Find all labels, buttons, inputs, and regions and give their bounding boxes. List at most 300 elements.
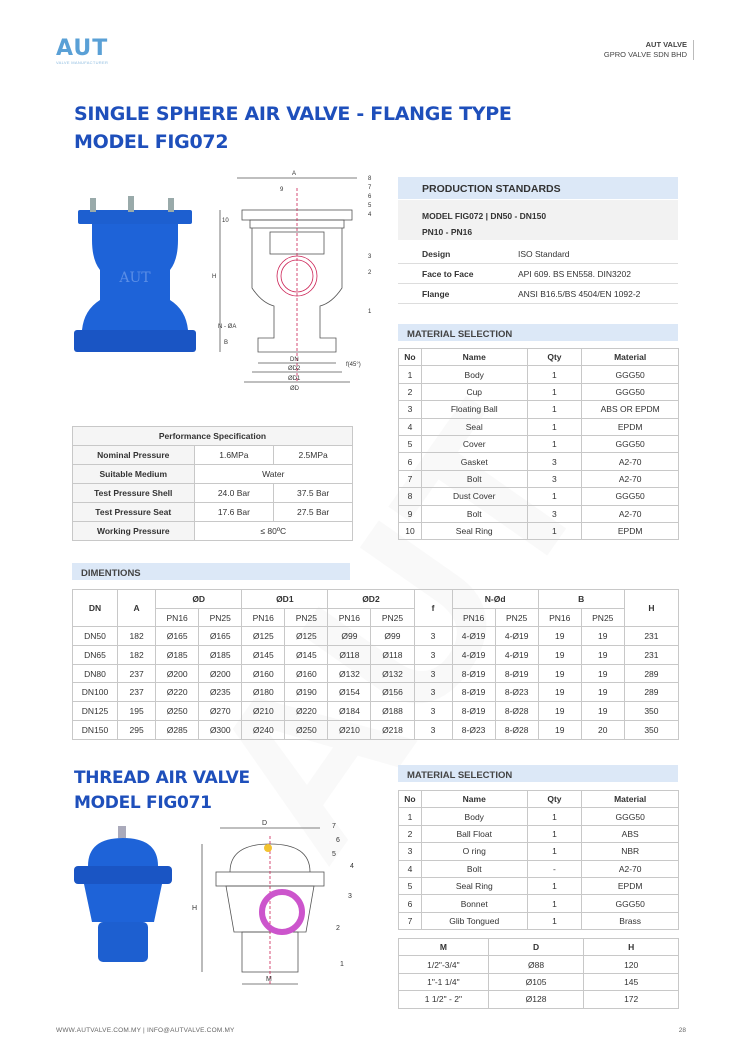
size-table-fig071: [398, 938, 679, 1009]
table-cell: A2-70: [582, 453, 679, 470]
column-header: Material: [582, 349, 679, 366]
drawing-label: 10: [222, 218, 229, 224]
column-header: No: [399, 791, 422, 808]
table-cell: 1: [527, 522, 582, 539]
material-table-fig072: [398, 348, 679, 540]
table-row: [73, 720, 679, 739]
table-cell: ABS OR EPDM: [582, 401, 679, 418]
drawing-label: 3: [368, 254, 372, 260]
table-header-row: [399, 349, 679, 366]
table-row: [73, 702, 679, 721]
table-cell: Glib Tongued: [421, 912, 527, 929]
model-title: MODEL FIG072: [74, 131, 229, 153]
table-row: [399, 488, 679, 505]
table-cell: Seal: [421, 418, 527, 435]
table-row: [73, 465, 353, 484]
spec-key: Working Pressure: [73, 522, 195, 541]
spec-value: 1.6MPa: [194, 446, 274, 465]
table-cell: Ø210: [242, 702, 285, 721]
table-cell: 3: [399, 843, 422, 860]
table-cell: Ø160: [242, 664, 285, 683]
table-cell: 7: [399, 912, 422, 929]
table-cell: 350: [624, 720, 678, 739]
table-cell: 1: [527, 366, 582, 383]
table-cell: Ø184: [328, 702, 371, 721]
table-cell: Seal Ring: [421, 877, 527, 894]
table-cell: 8-Ø19: [452, 683, 495, 702]
table-row: [73, 646, 679, 665]
table-cell: 8-Ø23: [495, 683, 538, 702]
table-cell: 120: [584, 956, 679, 973]
drawing-label: 7: [368, 185, 372, 191]
table-cell: 3: [414, 627, 452, 646]
table-cell: Bonnet: [421, 895, 527, 912]
table-row: [73, 484, 353, 503]
drawing-label: 4: [350, 863, 354, 870]
table-cell: 1/2"-3/4": [399, 956, 489, 973]
standards-key: Face to Face: [422, 269, 474, 279]
table-cell: GGG50: [582, 383, 679, 400]
page-title: SINGLE SPHERE AIR VALVE - FLANGE TYPE: [74, 103, 512, 125]
table-cell: Ø165: [156, 627, 199, 646]
table-cell: Ø128: [488, 991, 584, 1008]
table-row: [399, 418, 679, 435]
table-cell: EPDM: [582, 418, 679, 435]
fig071-title: THREAD AIR VALVE: [74, 768, 250, 788]
spec-value: Water: [194, 465, 352, 484]
table-cell: Ø118: [371, 646, 414, 665]
table-row: [399, 973, 679, 990]
table-cell: Ø190: [285, 683, 328, 702]
table-row: [399, 956, 679, 973]
table-cell: Ø270: [199, 702, 242, 721]
column-header: M: [399, 939, 489, 956]
drawing-label: ØD2: [288, 366, 301, 372]
table-cell: 1 1/2" - 2": [399, 991, 489, 1008]
table-cell: GGG50: [582, 366, 679, 383]
table-cell: 10: [399, 522, 422, 539]
production-standards-model: [398, 200, 678, 240]
table-cell: 6: [399, 453, 422, 470]
drawing-label: H: [212, 274, 217, 280]
table-row: [399, 912, 679, 929]
table-cell: 1: [527, 808, 582, 825]
table-cell: 19: [538, 664, 581, 683]
table-cell: 231: [624, 646, 678, 665]
table-cell: GGG50: [582, 488, 679, 505]
flange-air-valve-photo: [70, 190, 200, 370]
page-number: 28: [678, 1027, 686, 1034]
table-cell: GGG50: [582, 895, 679, 912]
table-cell: Floating Ball: [421, 401, 527, 418]
table-cell: 1: [527, 383, 582, 400]
table-cell: 172: [584, 991, 679, 1008]
table-cell: 3: [399, 401, 422, 418]
standards-key: Flange: [422, 289, 450, 299]
table-header-row: [399, 939, 679, 956]
table-cell: 1: [527, 488, 582, 505]
table-cell: 2: [399, 383, 422, 400]
drawing-label: 2: [336, 925, 340, 932]
table-cell: 3: [414, 702, 452, 721]
table-header-row: [73, 590, 679, 609]
table-cell: Ø235: [199, 683, 242, 702]
cast-brand-text: AUT: [119, 270, 151, 286]
fig071-model-title: MODEL FIG071: [74, 793, 212, 813]
table-cell: 19: [581, 702, 624, 721]
table-cell: 2: [399, 825, 422, 842]
spec-key: Test Pressure Seat: [73, 503, 195, 522]
company-logo: AUT: [56, 36, 109, 61]
table-cell: Bolt: [421, 860, 527, 877]
thread-valve-drawing: [190, 814, 360, 994]
table-cell: O ring: [421, 843, 527, 860]
flange-valve-drawing: [212, 168, 392, 398]
drawing-label: 3: [348, 893, 352, 900]
table-header-row: [73, 427, 353, 446]
table-cell: 3: [527, 505, 582, 522]
table-cell: 19: [538, 683, 581, 702]
column-header: Material: [582, 791, 679, 808]
table-cell: 5: [399, 877, 422, 894]
table-cell: 182: [118, 646, 156, 665]
table-cell: NBR: [582, 843, 679, 860]
column-header: DN: [73, 590, 118, 627]
dimensions-table-body: [73, 627, 679, 739]
drawing-label: 6: [368, 194, 372, 200]
table-row: [399, 453, 679, 470]
column-header: Qty: [527, 791, 582, 808]
table-cell: Ø105: [488, 973, 584, 990]
table-subheader-row: [73, 608, 679, 627]
table-cell: Ø145: [285, 646, 328, 665]
table-row: [73, 664, 679, 683]
column-header: A: [118, 590, 156, 627]
sub-header: PN16: [452, 608, 495, 627]
table-cell: Body: [421, 808, 527, 825]
column-header: H: [584, 939, 679, 956]
standards-value: ISO Standard: [518, 249, 570, 259]
table-row: [399, 895, 679, 912]
table-cell: 1: [527, 418, 582, 435]
production-standards-heading: PRODUCTION STANDARDS: [398, 177, 678, 199]
drawing-label: DN: [290, 357, 299, 363]
table-cell: Ø165: [199, 627, 242, 646]
standards-key: Design: [422, 249, 451, 259]
drawing-label: 8: [368, 176, 372, 182]
table-cell: Ø125: [285, 627, 328, 646]
drawing-label: 6: [336, 837, 340, 844]
column-header: No: [399, 349, 422, 366]
drawing-label: 1: [368, 309, 372, 315]
table-cell: DN65: [73, 646, 118, 665]
table-row: [73, 627, 679, 646]
spec-value: 24.0 Bar: [194, 484, 274, 503]
table-row: [73, 503, 353, 522]
column-header: Qty: [527, 349, 582, 366]
table-cell: Ø240: [242, 720, 285, 739]
table-cell: 3: [414, 720, 452, 739]
table-cell: EPDM: [582, 877, 679, 894]
table-cell: 145: [584, 973, 679, 990]
column-header: ØD: [156, 590, 242, 609]
table-cell: Ø220: [285, 702, 328, 721]
table-cell: 8-Ø19: [495, 664, 538, 683]
spec-value: 37.5 Bar: [274, 484, 353, 503]
drawing-label: 5: [368, 203, 372, 209]
drawing-label: 5: [332, 851, 336, 858]
sub-header: PN25: [285, 608, 328, 627]
table-cell: Bolt: [421, 505, 527, 522]
table-cell: Ø220: [156, 683, 199, 702]
table-row: [399, 843, 679, 860]
performance-heading: Performance Specification: [73, 427, 353, 446]
table-cell: 3: [527, 453, 582, 470]
footer-contact: WWW.AUTVALVE.COM.MY | INFO@AUTVALVE.COM.MY: [56, 1027, 235, 1034]
table-cell: 195: [118, 702, 156, 721]
drawing-label: A: [292, 171, 297, 177]
table-cell: Ø132: [371, 664, 414, 683]
table-cell: ABS: [582, 825, 679, 842]
table-cell: Ø200: [156, 664, 199, 683]
standards-row-design: [398, 244, 678, 264]
table-cell: 3: [527, 470, 582, 487]
performance-table: [72, 426, 353, 541]
table-cell: 182: [118, 627, 156, 646]
table-row: [399, 505, 679, 522]
column-header: ØD2: [328, 590, 414, 609]
table-cell: Bolt: [421, 470, 527, 487]
drawing-label: 1: [340, 961, 344, 968]
spec-key: Suitable Medium: [73, 465, 195, 484]
material-table-body: [399, 808, 679, 930]
table-header-row: [399, 791, 679, 808]
company-line-2: GPRO VALVE SDN BHD: [603, 50, 687, 59]
table-cell: Ø180: [242, 683, 285, 702]
logo-tagline: VALVE MANUFACTURER: [56, 60, 109, 65]
table-cell: Gasket: [421, 453, 527, 470]
standards-value: API 609. BS EN558. DIN3202: [518, 269, 631, 279]
table-cell: 20: [581, 720, 624, 739]
table-cell: Ø145: [242, 646, 285, 665]
table-cell: Dust Cover: [421, 488, 527, 505]
dimensions-table: [72, 589, 679, 740]
table-cell: Ø185: [156, 646, 199, 665]
column-header: B: [538, 590, 624, 609]
table-cell: 8-Ø23: [452, 720, 495, 739]
sub-header: PN25: [495, 608, 538, 627]
table-cell: Ø118: [328, 646, 371, 665]
table-cell: 3: [414, 646, 452, 665]
table-cell: 19: [538, 627, 581, 646]
column-header: N-Ød: [452, 590, 538, 609]
table-cell: DN100: [73, 683, 118, 702]
standards-value: ANSI B16.5/BS 4504/EN 1092-2: [518, 289, 641, 299]
spec-key: Nominal Pressure: [73, 446, 195, 465]
table-row: [399, 470, 679, 487]
table-cell: Ø88: [488, 956, 584, 973]
table-cell: Ø154: [328, 683, 371, 702]
table-cell: Ø250: [156, 702, 199, 721]
table-cell: Ø99: [328, 627, 371, 646]
company-name: [604, 40, 694, 60]
table-cell: 9: [399, 505, 422, 522]
spec-key: Test Pressure Shell: [73, 484, 195, 503]
table-cell: A2-70: [582, 505, 679, 522]
table-cell: 5: [399, 435, 422, 452]
table-cell: Body: [421, 366, 527, 383]
sub-header: PN25: [199, 608, 242, 627]
table-cell: 237: [118, 683, 156, 702]
material-table-body: [399, 366, 679, 540]
table-cell: 350: [624, 702, 678, 721]
thread-air-valve-photo: [68, 826, 178, 976]
table-cell: GGG50: [582, 435, 679, 452]
table-row: [73, 683, 679, 702]
table-cell: 231: [624, 627, 678, 646]
column-header: D: [488, 939, 584, 956]
table-cell: Ø132: [328, 664, 371, 683]
column-header: Name: [421, 791, 527, 808]
standards-row-flange: [398, 284, 678, 304]
table-cell: 4-Ø19: [452, 646, 495, 665]
table-cell: 8-Ø28: [495, 720, 538, 739]
fig071-material-heading: MATERIAL SELECTION: [398, 765, 678, 782]
table-cell: Ø156: [371, 683, 414, 702]
drawing-label: ØD1: [288, 376, 301, 382]
table-cell: 4-Ø19: [452, 627, 495, 646]
table-cell: 19: [581, 683, 624, 702]
table-cell: Ø218: [371, 720, 414, 739]
table-cell: A2-70: [582, 470, 679, 487]
table-cell: 1: [527, 895, 582, 912]
table-cell: 8: [399, 488, 422, 505]
table-cell: -: [527, 860, 582, 877]
table-cell: 19: [581, 646, 624, 665]
size-table-body: [399, 956, 679, 1008]
table-cell: 1"-1 1/4": [399, 973, 489, 990]
table-row: [399, 383, 679, 400]
spec-value: 27.5 Bar: [274, 503, 353, 522]
drawing-label: 4: [368, 212, 372, 218]
model-range: MODEL FIG072 | DN50 - DN150: [422, 211, 547, 221]
table-cell: DN80: [73, 664, 118, 683]
table-cell: Ø200: [199, 664, 242, 683]
table-cell: GGG50: [582, 808, 679, 825]
table-cell: 295: [118, 720, 156, 739]
table-cell: Cover: [421, 435, 527, 452]
column-header: Name: [421, 349, 527, 366]
spec-value: 2.5MPa: [274, 446, 353, 465]
table-cell: Ø99: [371, 627, 414, 646]
table-cell: Ø250: [285, 720, 328, 739]
table-cell: DN125: [73, 702, 118, 721]
column-header: H: [624, 590, 678, 627]
sub-header: PN25: [371, 608, 414, 627]
table-cell: 1: [527, 401, 582, 418]
drawing-label: B: [224, 340, 229, 346]
table-cell: 4-Ø19: [495, 627, 538, 646]
table-cell: Ø285: [156, 720, 199, 739]
column-header: f: [414, 590, 452, 627]
table-cell: 1: [527, 912, 582, 929]
drawing-label: f(45°): [346, 362, 361, 368]
pressure-range: PN10 - PN16: [422, 227, 473, 237]
drawing-label: M: [266, 976, 272, 983]
table-cell: 3: [414, 683, 452, 702]
table-cell: Ø185: [199, 646, 242, 665]
table-cell: 3: [414, 664, 452, 683]
sub-header: PN16: [538, 608, 581, 627]
table-cell: 8-Ø28: [495, 702, 538, 721]
material-selection-heading: MATERIAL SELECTION: [398, 324, 678, 341]
table-row: [399, 825, 679, 842]
dimensions-heading: DIMENTIONS: [72, 563, 350, 580]
table-cell: 4: [399, 418, 422, 435]
table-cell: DN150: [73, 720, 118, 739]
table-cell: 1: [399, 808, 422, 825]
table-cell: DN50: [73, 627, 118, 646]
spec-value: ≤ 80ºC: [194, 522, 352, 541]
material-table-fig071: [398, 790, 679, 930]
table-cell: A2-70: [582, 860, 679, 877]
table-cell: Ø300: [199, 720, 242, 739]
table-cell: 8-Ø19: [452, 664, 495, 683]
table-cell: 19: [538, 646, 581, 665]
table-row: [399, 401, 679, 418]
table-cell: Ball Float: [421, 825, 527, 842]
sub-header: PN16: [242, 608, 285, 627]
drawing-label: H: [192, 905, 198, 912]
table-cell: 237: [118, 664, 156, 683]
table-row: [399, 808, 679, 825]
table-cell: 6: [399, 895, 422, 912]
table-cell: 7: [399, 470, 422, 487]
table-cell: 19: [581, 664, 624, 683]
drawing-label: ØD: [290, 386, 299, 392]
table-cell: 1: [527, 843, 582, 860]
table-row: [399, 877, 679, 894]
table-cell: 4-Ø19: [495, 646, 538, 665]
table-cell: 4: [399, 860, 422, 877]
table-cell: 289: [624, 683, 678, 702]
spec-value: 17.6 Bar: [194, 503, 274, 522]
company-line-1: AUT VALVE: [645, 40, 687, 49]
table-cell: 1: [399, 366, 422, 383]
table-cell: 1: [527, 877, 582, 894]
table-row: [73, 522, 353, 541]
table-row: [399, 522, 679, 539]
table-cell: 19: [581, 627, 624, 646]
table-cell: Ø160: [285, 664, 328, 683]
standards-row-face-to-face: [398, 264, 678, 284]
table-cell: EPDM: [582, 522, 679, 539]
table-row: [399, 435, 679, 452]
table-cell: Ø188: [371, 702, 414, 721]
table-cell: Ø210: [328, 720, 371, 739]
sub-header: PN16: [328, 608, 371, 627]
table-cell: Ø125: [242, 627, 285, 646]
table-row: [399, 860, 679, 877]
table-row: [399, 991, 679, 1008]
drawing-label: D: [262, 820, 268, 827]
table-cell: 19: [538, 720, 581, 739]
table-cell: Seal Ring: [421, 522, 527, 539]
column-header: ØD1: [242, 590, 328, 609]
table-cell: 8-Ø19: [452, 702, 495, 721]
sub-header: PN25: [581, 608, 624, 627]
table-row: [73, 446, 353, 465]
